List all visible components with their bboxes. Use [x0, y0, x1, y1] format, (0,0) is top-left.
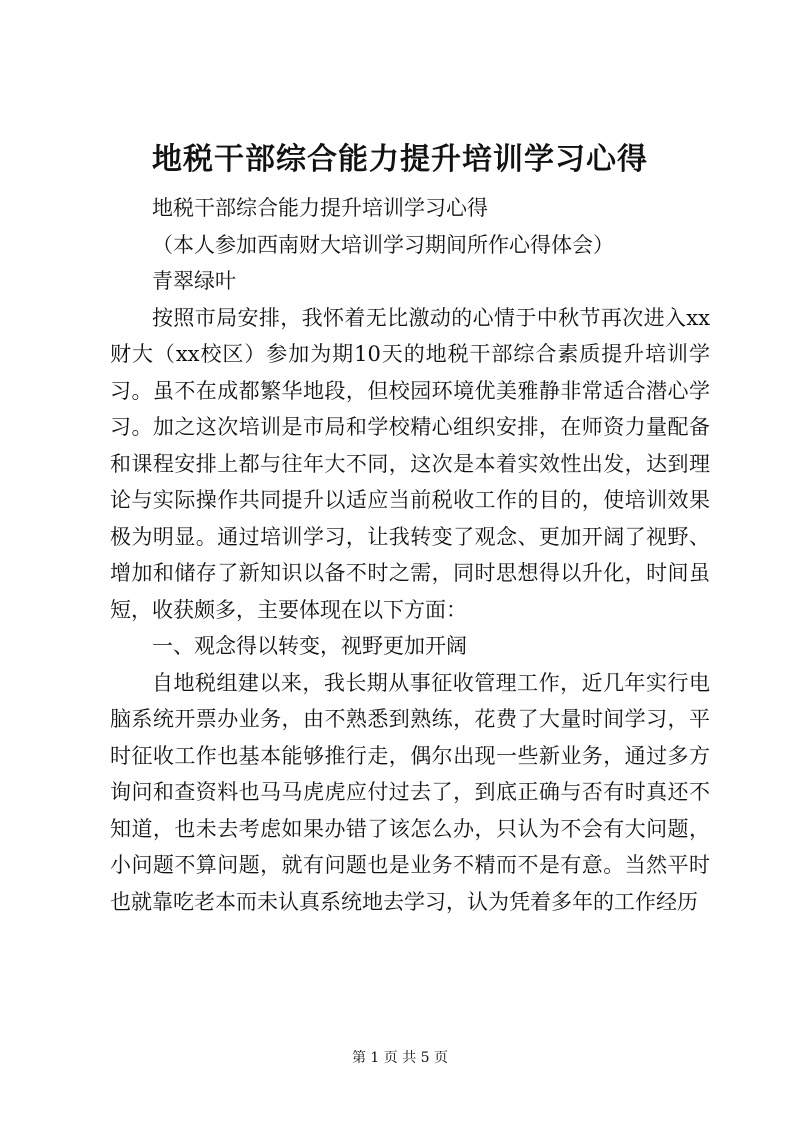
paragraph-note: （本人参加西南财大培训学习期间所作心得体会）	[152, 232, 614, 257]
document-title: 地税干部综合能力提升培训学习心得	[152, 142, 648, 177]
paragraph-intro: 按照市局安排，我怀着无比激动的心情于中秋节再次进入xx财大（xx校区）参加为期10天的地税干部综合素质提升培训学习。虽不在成都繁华地段，但校园环境优美雅静非常适合潜心学习。加之这次培训是市局和学校精心组织安排，在师资力量配备和课程安排上都与往年大不同，这次是本着实效性出发，达到理论与实际操作共同提升以适应当前税收工作的目的，使培训效果极为明显。通过培训学习，让我转变了观念、更加开阔了视野、增加和储存了新知识以备不时之需，同时思想得以升化，时间虽短，收获颇多，主要体现在以下方面：	[110, 305, 710, 622]
paragraph-body: 自地税组建以来，我长期从事征收管理工作，近几年实行电脑系统开票办业务，由不熟悉到熟练，花费了大量时间学习，平时征收工作也基本能够推行走，偶尔出现一些新业务，通过多方询问和查资料也马马虎虎应付过去了，到底正确与否有时真还不知道，也未去考虑如果办错了该怎么办，只认为不会有大问题，小问题不算问题，就有问题也是业务不精而不是有意。当然平时也就靠吃老本而未认真系统地去学习，认为凭着多年的工作经历	[110, 670, 710, 914]
document-body	[110, 190, 710, 920]
page-footer: 第 1 页 共 5 页	[351, 1050, 449, 1066]
section-heading: 一、观念得以转变，视野更加开阔	[152, 634, 467, 658]
paragraph-subtitle: 地税干部综合能力提升培训学习心得	[152, 196, 488, 220]
paragraph-author: 青翠绿叶	[152, 269, 236, 293]
